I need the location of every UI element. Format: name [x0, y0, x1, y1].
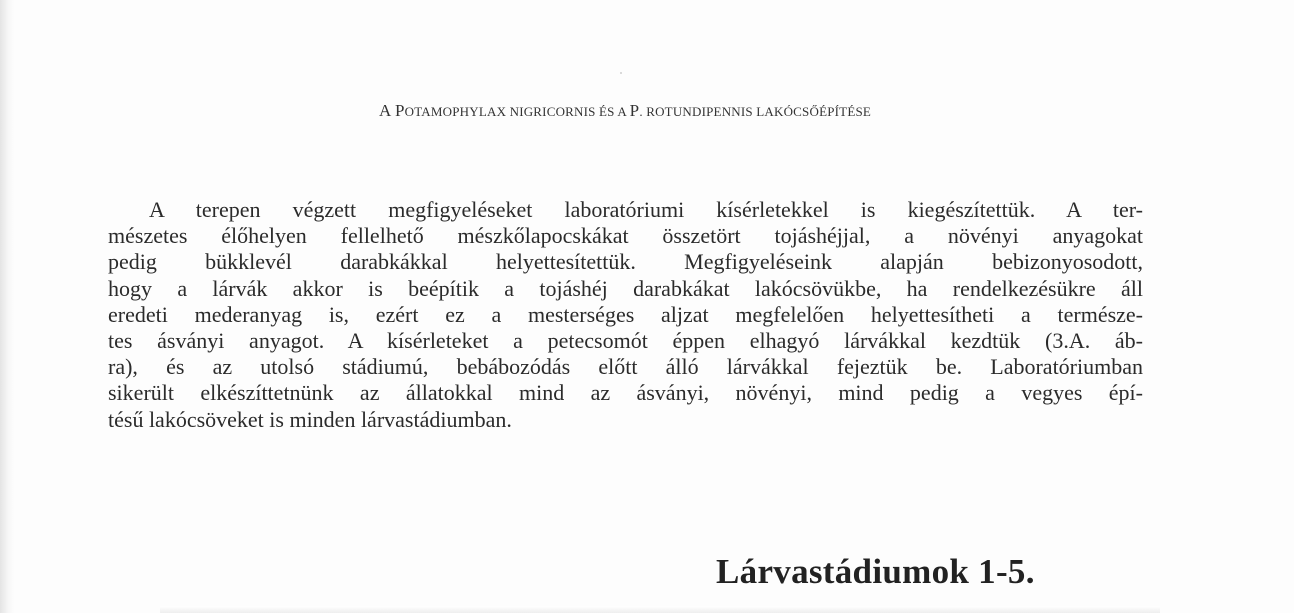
- figure-title: Lárvastádiumok 1-5.: [716, 552, 1035, 591]
- figure-top-edge: [160, 606, 1160, 613]
- scan-edge-shadow: [0, 0, 14, 613]
- paragraph-line: tésű lakócsöveket is minden lárvastádiumban.: [108, 406, 512, 432]
- paragraph-line: pedig bükklevél darabkákkal helyettesítettük. Megfigyeléseink alapján bebizonyosodott,: [108, 249, 1143, 275]
- header-part-4: . ROTUNDIPENNIS LAKÓCSŐÉPÍTÉSE: [639, 104, 872, 119]
- paragraph-line: A terepen végzett megfigyeléseket laboratóriumi kísérletekkel is kiegészítettük. A ter-: [149, 197, 1143, 222]
- paragraph-line: eredeti mederanyag is, ezért ez a mesterséges aljzat megfelelően helyettesítheti a természe-: [108, 301, 1143, 327]
- paragraph-line: ra), és az utolsó stádiumú, bebábozódás előtt álló lárvákkal fejeztük be. Laboratóriumban: [108, 354, 1143, 380]
- header-part-2: OTAMOPHYLAX NIGRICORNIS ÉS A: [404, 104, 630, 119]
- paragraph-line: mészetes élőhelyen fellelhető mészkőlapocskákat összetört tojáshéjjal, a növényi anyagokat: [108, 223, 1143, 249]
- body-paragraph: [108, 197, 1143, 433]
- paragraph-line: sikerült elkészíttetnünk az állatokkal mind az ásványi, növényi, mind pedig a vegyes épí-: [108, 380, 1143, 406]
- header-part-1: A P: [378, 101, 405, 120]
- header-part-3: P: [629, 101, 640, 120]
- scan-speck: [620, 72, 622, 74]
- paragraph-line: tes ásványi anyagot. A kísérleteket a petecsomót éppen elhagyó lárvákkal kezdtük (3.A. áb-: [108, 328, 1143, 354]
- paragraph-line: hogy a lárvák akkor is beépítik a tojáshéj darabkákat lakócsövükbe, ha rendelkezésükre áll: [108, 275, 1143, 301]
- running-header: [0, 101, 1250, 121]
